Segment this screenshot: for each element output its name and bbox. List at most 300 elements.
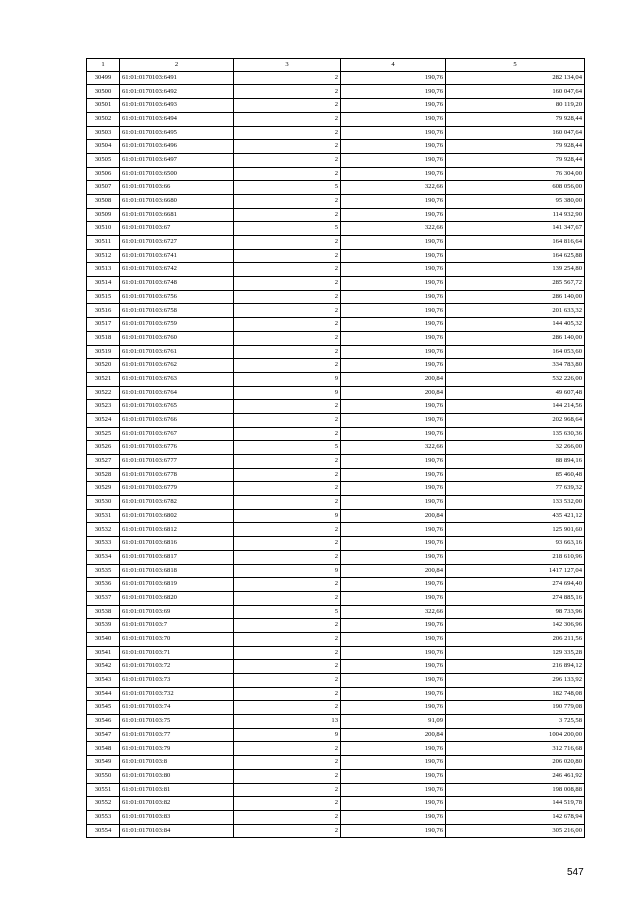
cadastral-number-cell: 61:01:0170103:6819	[120, 578, 234, 592]
row-index-cell: 30510	[87, 222, 120, 236]
group-cell: 2	[234, 400, 341, 414]
row-index-cell: 30540	[87, 632, 120, 646]
value-cell: 98 733,96	[446, 605, 585, 619]
group-cell: 2	[234, 304, 341, 318]
group-cell: 9	[234, 728, 341, 742]
group-cell: 2	[234, 742, 341, 756]
rate-cell: 190,76	[341, 427, 446, 441]
cadastral-number-cell: 61:01:0170103:6767	[120, 427, 234, 441]
column-header-4: 4	[341, 59, 446, 72]
cadastral-number-cell: 61:01:0170103:6756	[120, 290, 234, 304]
cadastral-number-cell: 61:01:0170103:6812	[120, 523, 234, 537]
group-cell: 2	[234, 140, 341, 154]
row-index-cell: 30504	[87, 140, 120, 154]
table-row	[87, 413, 585, 427]
cadastral-number-cell: 61:01:0170103:6491	[120, 71, 234, 85]
row-index-cell: 30526	[87, 441, 120, 455]
row-index-cell: 30544	[87, 687, 120, 701]
cadastral-number-cell: 61:01:0170103:6761	[120, 345, 234, 359]
group-cell: 2	[234, 85, 341, 99]
rate-cell: 200,84	[341, 728, 446, 742]
row-index-cell: 30513	[87, 263, 120, 277]
row-index-cell: 30503	[87, 126, 120, 140]
group-cell: 2	[234, 277, 341, 291]
table-row	[87, 263, 585, 277]
group-cell: 2	[234, 468, 341, 482]
value-cell: 80 119,20	[446, 99, 585, 113]
rate-cell: 322,66	[341, 441, 446, 455]
value-cell: 160 047,64	[446, 126, 585, 140]
cadastral-number-cell: 61:01:0170103:6820	[120, 591, 234, 605]
row-index-cell: 30508	[87, 194, 120, 208]
row-index-cell: 30552	[87, 797, 120, 811]
rate-cell: 190,76	[341, 523, 446, 537]
group-cell: 2	[234, 249, 341, 263]
table-row	[87, 153, 585, 167]
group-cell: 2	[234, 591, 341, 605]
value-cell: 218 610,96	[446, 550, 585, 564]
table-row	[87, 400, 585, 414]
cadastral-number-cell: 61:01:0170103:732	[120, 687, 234, 701]
cadastral-number-cell: 61:01:0170103:8	[120, 756, 234, 770]
table-row	[87, 194, 585, 208]
value-cell: 274 694,40	[446, 578, 585, 592]
value-cell: 79 928,44	[446, 112, 585, 126]
cadastral-number-cell: 61:01:0170103:79	[120, 742, 234, 756]
value-cell: 93 663,16	[446, 537, 585, 551]
value-cell: 49 607,48	[446, 386, 585, 400]
group-cell: 2	[234, 482, 341, 496]
table-row	[87, 482, 585, 496]
row-index-cell: 30519	[87, 345, 120, 359]
table-row	[87, 167, 585, 181]
row-index-cell: 30506	[87, 167, 120, 181]
table-row	[87, 687, 585, 701]
value-cell: 129 335,28	[446, 646, 585, 660]
row-index-cell: 30553	[87, 810, 120, 824]
row-index-cell: 30549	[87, 756, 120, 770]
value-cell: 77 639,32	[446, 482, 585, 496]
value-cell: 286 140,00	[446, 331, 585, 345]
rate-cell: 190,76	[341, 632, 446, 646]
rate-cell: 91,09	[341, 715, 446, 729]
rate-cell: 190,76	[341, 400, 446, 414]
cadastral-number-cell: 61:01:0170103:83	[120, 810, 234, 824]
table-row	[87, 304, 585, 318]
rate-cell: 190,76	[341, 797, 446, 811]
cadastral-number-cell: 61:01:0170103:6758	[120, 304, 234, 318]
row-index-cell: 30550	[87, 769, 120, 783]
group-cell: 2	[234, 619, 341, 633]
cadastral-number-cell: 61:01:0170103:6779	[120, 482, 234, 496]
row-index-cell: 30524	[87, 413, 120, 427]
value-cell: 201 633,32	[446, 304, 585, 318]
value-cell: 141 347,67	[446, 222, 585, 236]
cadastral-number-cell: 61:01:0170103:82	[120, 797, 234, 811]
cadastral-number-cell: 61:01:0170103:71	[120, 646, 234, 660]
table-row	[87, 797, 585, 811]
table-row	[87, 290, 585, 304]
group-cell: 2	[234, 496, 341, 510]
value-cell: 206 211,56	[446, 632, 585, 646]
group-cell: 2	[234, 550, 341, 564]
cadastral-number-cell: 61:01:0170103:81	[120, 783, 234, 797]
cadastral-number-cell: 61:01:0170103:7	[120, 619, 234, 633]
group-cell: 2	[234, 236, 341, 250]
group-cell: 2	[234, 167, 341, 181]
table-row	[87, 715, 585, 729]
group-cell: 2	[234, 769, 341, 783]
group-cell: 2	[234, 455, 341, 469]
row-index-cell: 30537	[87, 591, 120, 605]
group-cell: 2	[234, 331, 341, 345]
value-cell: 144 405,32	[446, 318, 585, 332]
table-row	[87, 455, 585, 469]
table-row	[87, 756, 585, 770]
cadastral-number-cell: 61:01:0170103:6763	[120, 372, 234, 386]
cadastral-number-cell: 61:01:0170103:70	[120, 632, 234, 646]
value-cell: 85 460,48	[446, 468, 585, 482]
value-cell: 88 894,16	[446, 455, 585, 469]
group-cell: 2	[234, 824, 341, 838]
rate-cell: 190,76	[341, 331, 446, 345]
row-index-cell: 30535	[87, 564, 120, 578]
group-cell: 2	[234, 537, 341, 551]
value-cell: 1004 200,00	[446, 728, 585, 742]
group-cell: 2	[234, 660, 341, 674]
group-cell: 2	[234, 578, 341, 592]
value-cell: 160 047,64	[446, 85, 585, 99]
value-cell: 135 630,36	[446, 427, 585, 441]
table-row	[87, 701, 585, 715]
rate-cell: 190,76	[341, 249, 446, 263]
cadastral-number-cell: 61:01:0170103:6760	[120, 331, 234, 345]
cadastral-number-cell: 61:01:0170103:6762	[120, 359, 234, 373]
rate-cell: 190,76	[341, 413, 446, 427]
value-cell: 1417 127,04	[446, 564, 585, 578]
rate-cell: 190,76	[341, 701, 446, 715]
cadastral-number-cell: 61:01:0170103:6802	[120, 509, 234, 523]
row-index-cell: 30539	[87, 619, 120, 633]
cadastral-number-cell: 61:01:0170103:6741	[120, 249, 234, 263]
value-cell: 3 725,58	[446, 715, 585, 729]
group-cell: 9	[234, 509, 341, 523]
group-cell: 2	[234, 112, 341, 126]
table-row	[87, 345, 585, 359]
value-cell: 206 020,80	[446, 756, 585, 770]
group-cell: 5	[234, 222, 341, 236]
rate-cell: 190,76	[341, 99, 446, 113]
rate-cell: 190,76	[341, 236, 446, 250]
cadastral-number-cell: 61:01:0170103:6494	[120, 112, 234, 126]
table-row	[87, 181, 585, 195]
table-row	[87, 140, 585, 154]
table-row	[87, 605, 585, 619]
cadastral-number-cell: 61:01:0170103:77	[120, 728, 234, 742]
table-row	[87, 550, 585, 564]
value-cell: 334 783,80	[446, 359, 585, 373]
rate-cell: 190,76	[341, 194, 446, 208]
value-cell: 32 266,00	[446, 441, 585, 455]
rate-cell: 190,76	[341, 208, 446, 222]
row-index-cell: 30546	[87, 715, 120, 729]
rate-cell: 322,66	[341, 222, 446, 236]
rate-cell: 322,66	[341, 181, 446, 195]
table-row	[87, 277, 585, 291]
row-index-cell: 30531	[87, 509, 120, 523]
table-row	[87, 591, 585, 605]
value-cell: 296 133,92	[446, 674, 585, 688]
rate-cell: 190,76	[341, 619, 446, 633]
rate-cell: 190,76	[341, 687, 446, 701]
group-cell: 9	[234, 564, 341, 578]
row-index-cell: 30543	[87, 674, 120, 688]
row-index-cell: 30548	[87, 742, 120, 756]
value-cell: 608 056,00	[446, 181, 585, 195]
value-cell: 164 625,88	[446, 249, 585, 263]
row-index-cell: 30509	[87, 208, 120, 222]
group-cell: 2	[234, 194, 341, 208]
table-row	[87, 769, 585, 783]
row-index-cell: 30542	[87, 660, 120, 674]
cadastral-number-cell: 61:01:0170103:6681	[120, 208, 234, 222]
table-row	[87, 564, 585, 578]
rate-cell: 190,76	[341, 112, 446, 126]
cadastral-number-cell: 61:01:0170103:6500	[120, 167, 234, 181]
value-cell: 190 779,08	[446, 701, 585, 715]
group-cell: 5	[234, 181, 341, 195]
table-row	[87, 660, 585, 674]
value-cell: 282 134,04	[446, 71, 585, 85]
row-index-cell: 30514	[87, 277, 120, 291]
rate-cell: 190,76	[341, 263, 446, 277]
cadastral-number-cell: 61:01:0170103:6496	[120, 140, 234, 154]
table-row	[87, 386, 585, 400]
table-body	[87, 71, 585, 838]
value-cell: 286 140,00	[446, 290, 585, 304]
group-cell: 2	[234, 797, 341, 811]
table-row	[87, 646, 585, 660]
cadastral-number-cell: 61:01:0170103:6766	[120, 413, 234, 427]
table-header-row	[87, 59, 585, 72]
cadastral-number-cell: 61:01:0170103:73	[120, 674, 234, 688]
group-cell: 2	[234, 674, 341, 688]
table-row	[87, 427, 585, 441]
cadastral-number-cell: 61:01:0170103:75	[120, 715, 234, 729]
value-cell: 133 532,00	[446, 496, 585, 510]
value-cell: 285 567,72	[446, 277, 585, 291]
table-row	[87, 372, 585, 386]
table-row	[87, 619, 585, 633]
row-index-cell: 30532	[87, 523, 120, 537]
cadastral-number-cell: 61:01:0170103:6782	[120, 496, 234, 510]
cadastral-number-cell: 61:01:0170103:6817	[120, 550, 234, 564]
rate-cell: 190,76	[341, 345, 446, 359]
group-cell: 2	[234, 359, 341, 373]
rate-cell: 190,76	[341, 824, 446, 838]
row-index-cell: 30507	[87, 181, 120, 195]
rate-cell: 190,76	[341, 167, 446, 181]
cadastral-number-cell: 61:01:0170103:6816	[120, 537, 234, 551]
table-row	[87, 112, 585, 126]
row-index-cell: 30520	[87, 359, 120, 373]
rate-cell: 190,76	[341, 674, 446, 688]
cadastral-number-cell: 61:01:0170103:69	[120, 605, 234, 619]
row-index-cell: 30516	[87, 304, 120, 318]
value-cell: 274 885,16	[446, 591, 585, 605]
page-number: 547	[567, 867, 584, 878]
row-index-cell: 30538	[87, 605, 120, 619]
rate-cell: 190,76	[341, 85, 446, 99]
row-index-cell: 30547	[87, 728, 120, 742]
table-row	[87, 318, 585, 332]
table-row	[87, 71, 585, 85]
row-index-cell: 30505	[87, 153, 120, 167]
value-cell: 312 716,68	[446, 742, 585, 756]
cadastral-number-cell: 61:01:0170103:6818	[120, 564, 234, 578]
rate-cell: 190,76	[341, 153, 446, 167]
group-cell: 2	[234, 783, 341, 797]
cadastral-number-cell: 61:01:0170103:6495	[120, 126, 234, 140]
rate-cell: 190,76	[341, 550, 446, 564]
row-index-cell: 30523	[87, 400, 120, 414]
cadastral-number-cell: 61:01:0170103:6680	[120, 194, 234, 208]
cadastral-number-cell: 61:01:0170103:6778	[120, 468, 234, 482]
table-row	[87, 249, 585, 263]
table-row	[87, 99, 585, 113]
value-cell: 246 461,92	[446, 769, 585, 783]
value-cell: 142 306,96	[446, 619, 585, 633]
row-index-cell: 30525	[87, 427, 120, 441]
table-row	[87, 222, 585, 236]
value-cell: 125 901,60	[446, 523, 585, 537]
rate-cell: 190,76	[341, 126, 446, 140]
group-cell: 13	[234, 715, 341, 729]
rate-cell: 190,76	[341, 71, 446, 85]
group-cell: 2	[234, 756, 341, 770]
group-cell: 2	[234, 632, 341, 646]
row-index-cell: 30529	[87, 482, 120, 496]
row-index-cell: 30545	[87, 701, 120, 715]
row-index-cell: 30527	[87, 455, 120, 469]
cadastral-number-cell: 61:01:0170103:6777	[120, 455, 234, 469]
value-cell: 79 928,44	[446, 140, 585, 154]
value-cell: 79 928,44	[446, 153, 585, 167]
table-row	[87, 441, 585, 455]
row-index-cell: 30499	[87, 71, 120, 85]
table-row	[87, 578, 585, 592]
row-index-cell: 30512	[87, 249, 120, 263]
rate-cell: 190,76	[341, 468, 446, 482]
value-cell: 216 894,12	[446, 660, 585, 674]
row-index-cell: 30515	[87, 290, 120, 304]
value-cell: 114 932,90	[446, 208, 585, 222]
group-cell: 2	[234, 263, 341, 277]
value-cell: 95 380,00	[446, 194, 585, 208]
column-header-3: 3	[234, 59, 341, 72]
rate-cell: 190,76	[341, 455, 446, 469]
rate-cell: 322,66	[341, 605, 446, 619]
cadastral-value-table	[86, 58, 585, 838]
rate-cell: 190,76	[341, 660, 446, 674]
group-cell: 2	[234, 687, 341, 701]
rate-cell: 190,76	[341, 783, 446, 797]
row-index-cell: 30502	[87, 112, 120, 126]
group-cell: 2	[234, 810, 341, 824]
value-cell: 305 216,00	[446, 824, 585, 838]
cadastral-number-cell: 61:01:0170103:67	[120, 222, 234, 236]
table-row	[87, 468, 585, 482]
rate-cell: 200,84	[341, 564, 446, 578]
group-cell: 2	[234, 318, 341, 332]
value-cell: 142 678,94	[446, 810, 585, 824]
cadastral-number-cell: 61:01:0170103:6492	[120, 85, 234, 99]
value-cell: 144 519,78	[446, 797, 585, 811]
cadastral-number-cell: 61:01:0170103:6497	[120, 153, 234, 167]
value-cell: 139 254,80	[446, 263, 585, 277]
row-index-cell: 30511	[87, 236, 120, 250]
rate-cell: 190,76	[341, 482, 446, 496]
row-index-cell: 30551	[87, 783, 120, 797]
table-row	[87, 236, 585, 250]
value-cell: 164 816,64	[446, 236, 585, 250]
row-index-cell: 30534	[87, 550, 120, 564]
rate-cell: 190,76	[341, 277, 446, 291]
rate-cell: 190,76	[341, 318, 446, 332]
rate-cell: 190,76	[341, 359, 446, 373]
rate-cell: 190,76	[341, 537, 446, 551]
cadastral-number-cell: 61:01:0170103:84	[120, 824, 234, 838]
table-row	[87, 85, 585, 99]
rate-cell: 190,76	[341, 140, 446, 154]
rate-cell: 190,76	[341, 769, 446, 783]
row-index-cell: 30554	[87, 824, 120, 838]
table-row	[87, 632, 585, 646]
table-row	[87, 783, 585, 797]
cadastral-number-cell: 61:01:0170103:6493	[120, 99, 234, 113]
rate-cell: 200,84	[341, 372, 446, 386]
rate-cell: 190,76	[341, 496, 446, 510]
row-index-cell: 30500	[87, 85, 120, 99]
cadastral-number-cell: 61:01:0170103:66	[120, 181, 234, 195]
table-row	[87, 728, 585, 742]
group-cell: 2	[234, 71, 341, 85]
table-row	[87, 509, 585, 523]
row-index-cell: 30517	[87, 318, 120, 332]
row-index-cell: 30521	[87, 372, 120, 386]
cadastral-number-cell: 61:01:0170103:6765	[120, 400, 234, 414]
group-cell: 9	[234, 372, 341, 386]
table-row	[87, 674, 585, 688]
cadastral-number-cell: 61:01:0170103:6764	[120, 386, 234, 400]
table-row	[87, 496, 585, 510]
group-cell: 9	[234, 386, 341, 400]
row-index-cell: 30530	[87, 496, 120, 510]
group-cell: 2	[234, 126, 341, 140]
column-header-2: 2	[120, 59, 234, 72]
value-cell: 532 226,00	[446, 372, 585, 386]
rate-cell: 190,76	[341, 591, 446, 605]
rate-cell: 190,76	[341, 304, 446, 318]
group-cell: 2	[234, 701, 341, 715]
value-cell: 76 304,00	[446, 167, 585, 181]
cadastral-number-cell: 61:01:0170103:74	[120, 701, 234, 715]
group-cell: 2	[234, 99, 341, 113]
cadastral-number-cell: 61:01:0170103:72	[120, 660, 234, 674]
value-cell: 435 421,12	[446, 509, 585, 523]
cadastral-number-cell: 61:01:0170103:6759	[120, 318, 234, 332]
cadastral-number-cell: 61:01:0170103:6776	[120, 441, 234, 455]
